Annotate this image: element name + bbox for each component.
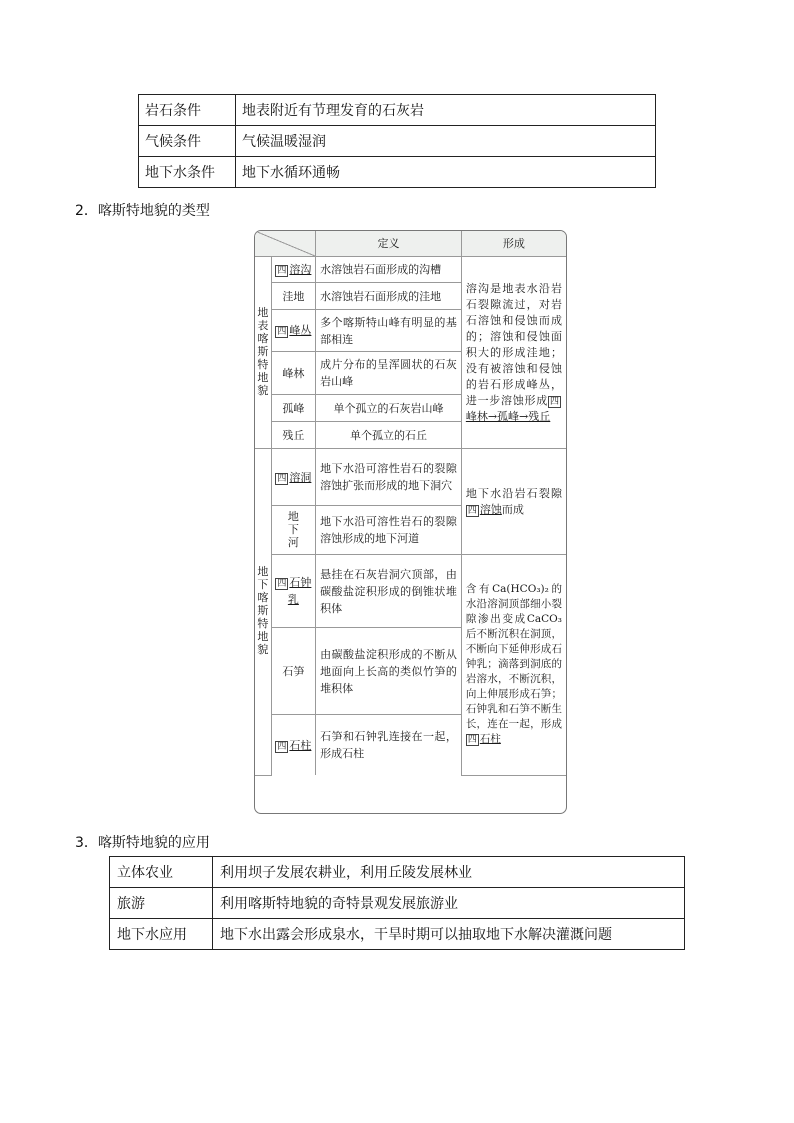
box-mark: 四 [277, 327, 287, 337]
condition-value: 气候温暖湿润 [236, 126, 656, 157]
diagonal-corner-cell [255, 231, 316, 257]
header-definition: 定义 [316, 231, 462, 257]
box-mark: 四 [277, 266, 287, 276]
section-3-title: 3．喀斯特地貌的应用 [75, 835, 210, 851]
application-value: 利用喀斯特地貌的奇特景观发展旅游业 [213, 888, 685, 919]
landform-name: 四 溶沟 [271, 257, 315, 283]
header-row [255, 231, 566, 257]
box-mark: 四 [467, 735, 477, 746]
landform-definition: 单个孤立的石丘 [316, 422, 462, 449]
group-label: 地表喀斯特地貌 [257, 306, 269, 397]
condition-label: 气候条件 [139, 126, 236, 157]
group-label: 地下喀斯特地貌 [257, 565, 269, 657]
landform-name: 残丘 [271, 422, 315, 449]
box-mark: 四 [277, 579, 287, 589]
karst-types-figure [254, 230, 567, 814]
landform-name: 四 峰丛 [271, 310, 315, 352]
landform-definition: 成片分布的呈浑圆状的石灰岩山峰 [316, 352, 462, 395]
condition-value: 地下水循环通畅 [236, 157, 656, 188]
application-value: 利用坝子发展农耕业，利用丘陵发展林业 [213, 857, 685, 888]
box-mark: 四 [277, 741, 287, 752]
box-mark: 四 [277, 473, 287, 484]
landform-definition: 地下水沿可溶性岩石的裂隙溶蚀扩张而形成的地下洞穴 [316, 449, 462, 506]
surface-formation: 溶沟是地表水沿岩石裂隙流过，对岩石溶蚀和侵蚀而成的；溶蚀和侵蚀面积大的形成洼地；没有被溶蚀和侵蚀的岩石形成峰丛，进一步溶蚀形成 四峰林→孤峰→残丘 [461, 257, 566, 449]
landform-definition: 水溶蚀岩石面形成的沟槽 [316, 257, 462, 283]
landform-definition: 单个孤立的石灰岩山峰 [316, 395, 462, 422]
landform-definition: 多个喀斯特山峰有明显的基部相连 [316, 310, 462, 352]
cave-formation: 地下水沿岩石裂隙四 溶蚀而成 [461, 449, 566, 555]
landform-name: 四 石柱 [271, 715, 315, 776]
landform-name: 地下河 [271, 506, 315, 555]
header-formation: 形成 [461, 231, 566, 257]
box-mark: 四 [549, 396, 559, 407]
dripstone-formation: 含有Ca(HCO₃)₂的水沿溶洞顶部细小裂隙渗出变成CaCO₃后不断沉积在洞顶，不断向下延伸形成石钟乳；滴落到洞底的岩溶水，不断沉积，向上伸展形成石笋；石钟乳和石笋不断生长，连在一起，形成四 石柱 [461, 555, 566, 776]
group-surface [255, 257, 271, 449]
landform-name: 峰林 [271, 352, 315, 395]
landform-name: 四 溶洞 [271, 449, 315, 506]
box-mark: 四 [467, 505, 477, 516]
section-2-title: 2．喀斯特地貌的类型 [75, 203, 210, 219]
table-row [255, 555, 566, 628]
condition-label: 地下水条件 [139, 157, 236, 188]
condition-label: 岩石条件 [139, 95, 236, 126]
landform-definition: 水溶蚀岩石面形成的洼地 [316, 283, 462, 310]
application-value: 地下水出露会形成泉水，干旱时期可以抽取地下水解决灌溉问题 [213, 919, 685, 950]
karst-conditions-table [138, 94, 656, 188]
table-row [139, 157, 656, 188]
landform-definition: 石笋和石钟乳连接在一起，形成石柱 [316, 715, 462, 776]
table-row [110, 888, 685, 919]
application-label: 立体农业 [110, 857, 213, 888]
table-row [255, 257, 566, 283]
landform-definition: 地下水沿可溶性岩石的裂隙溶蚀形成的地下河道 [316, 506, 462, 555]
table-row [255, 449, 566, 506]
table-row [110, 919, 685, 950]
landform-definition: 悬挂在石灰岩洞穴顶部，由碳酸盐淀积形成的倒锥状堆积体 [316, 555, 462, 628]
application-label: 旅游 [110, 888, 213, 919]
landform-name: 石笋 [271, 628, 315, 715]
landform-name: 洼地 [271, 283, 315, 310]
application-label: 地下水应用 [110, 919, 213, 950]
table-row [139, 126, 656, 157]
landform-name: 四 石钟乳 [271, 555, 315, 628]
group-underground [255, 449, 271, 776]
landform-name: 孤峰 [271, 395, 315, 422]
table-row [139, 95, 656, 126]
karst-types-table [255, 231, 566, 776]
landform-definition: 由碳酸盐淀积形成的不断从地面向上长高的类似竹笋的堆积体 [316, 628, 462, 715]
karst-applications-table [109, 856, 685, 950]
table-row [110, 857, 685, 888]
condition-value: 地表附近有节理发育的石灰岩 [236, 95, 656, 126]
